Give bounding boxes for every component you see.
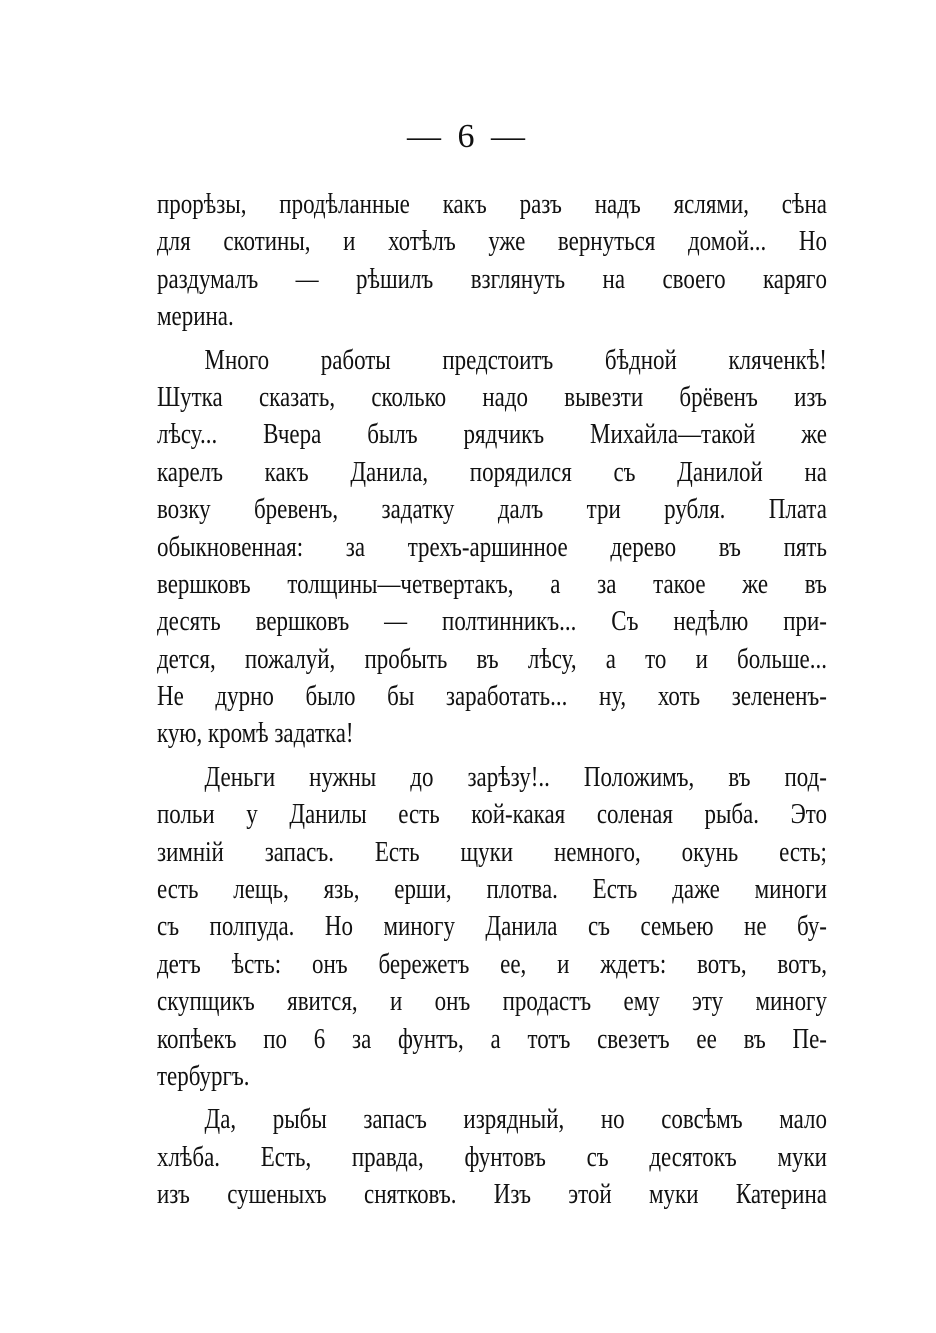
text-line: детъ ѣсть: онъ бережетъ ее, и ждетъ: вотъ, вотъ, <box>157 948 827 980</box>
text-line: польи у Данилы есть кой-какая соленая рыба. Это <box>157 799 827 831</box>
text-line: для скотины, и хотѣлъ уже вернуться домой... Но <box>157 226 827 258</box>
text-line: копѣекъ по 6 за фунтъ, а тотъ свезетъ ее въ Пе- <box>157 1023 827 1055</box>
text-line: Шутка сказать, сколько надо вывезти брёвенъ изъ <box>157 381 827 413</box>
text-line: обыкновенная: за трехъ-аршинное дерево въ пять <box>157 531 827 563</box>
text-line: Да, рыбы запасъ изрядный, но совсѣмъ мало <box>204 1104 827 1136</box>
text-line: тербургъ. <box>157 1060 250 1092</box>
text-line: Много работы предстоитъ бѣдной кляченкѣ! <box>204 344 827 376</box>
text-line: Не дурно было бы заработать... ну, хоть зелененъ- <box>157 681 827 713</box>
text-line: прорѣзы, продѣланные какъ разъ надъ яслями, сѣна <box>157 189 827 220</box>
text-line: десять вершковъ — полтинникъ... Съ недѣлю при- <box>157 606 827 638</box>
text-line: возку бревенъ, задатку далъ три рубля. Плата <box>157 494 827 526</box>
text-line: лѣсу... Вчера былъ рядчикъ Михайла—такой же <box>157 419 827 451</box>
text-line: Деньги нужны до зарѣзу!.. Положимъ, въ под- <box>204 761 827 793</box>
body-text <box>157 186 827 1214</box>
text-line: вершковъ толщины—четвертакъ, а за такое же въ <box>157 568 827 600</box>
text-line: хлѣба. Есть, правда, фунтовъ съ десятокъ муки <box>157 1141 827 1173</box>
page-number: — 6 — <box>407 118 529 155</box>
text-line: мерина. <box>157 301 234 333</box>
text-line: кую, кромѣ задатка! <box>157 718 354 750</box>
text-line: есть лещь, язь, ерши, плотва. Есть даже миноги <box>157 874 827 906</box>
text-line: дется, пожалуй, пробыть въ лѣсу, а то и больше... <box>157 643 827 675</box>
text-line: скупщикъ явится, и онъ продастъ ему эту миногу <box>157 986 827 1018</box>
text-line: изъ сушеныхъ снятковъ. Изъ этой муки Катерина <box>157 1179 827 1211</box>
text-line: раздумалъ — рѣшилъ взглянуть на своего карягo <box>157 263 827 295</box>
text-line: зимній запасъ. Есть щуки немного, окунь есть; <box>157 836 827 868</box>
text-line: съ полпуда. Но миногу Данила съ семьею не бу- <box>157 911 827 943</box>
text-line: карелъ какъ Данила, порядился съ Данилой на <box>157 456 827 488</box>
